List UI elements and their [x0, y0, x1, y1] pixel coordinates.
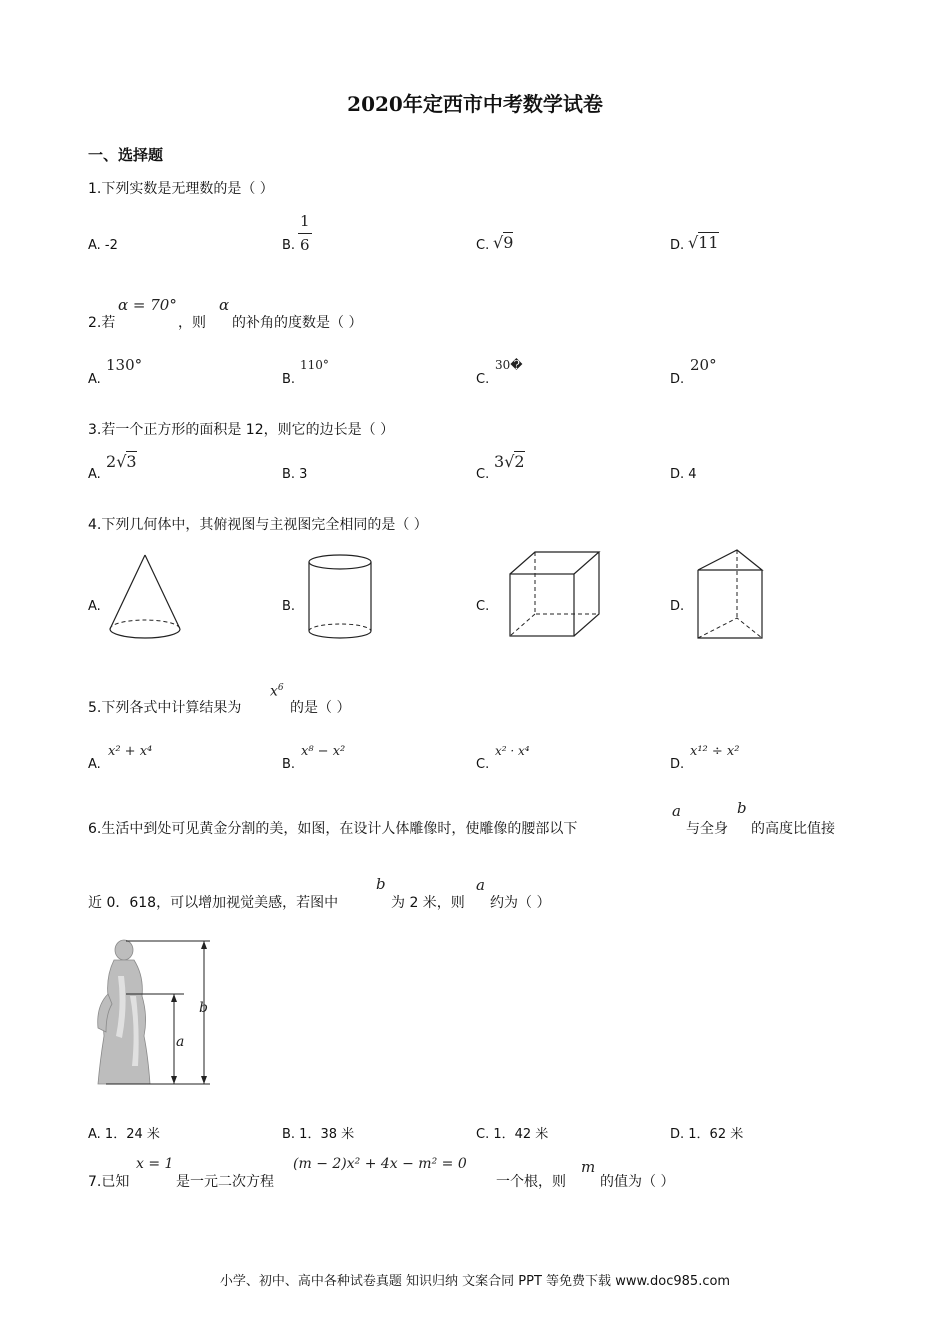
q2-alpha: α	[219, 296, 230, 314]
q5-option-a-expr: x² + x⁴	[108, 744, 153, 759]
question-2-mid: ，则	[178, 315, 206, 331]
q3-option-b: B. 3	[282, 467, 308, 482]
page-title: 2020年定西市中考数学试卷	[347, 92, 603, 116]
question-6-line1-b: 与全身	[686, 821, 728, 837]
question-4-text: 4.下列几何体中，其俯视图与主视图完全相同的是（ ）	[88, 517, 428, 533]
q6-var-b: b	[737, 799, 747, 817]
question-7-pre: 7.已知	[88, 1174, 130, 1190]
q3-option-c-label: C.	[476, 467, 490, 482]
q6-option-b: B. 1．38 米	[282, 1127, 355, 1142]
question-2-post: 的补角的度数是（ ）	[232, 315, 363, 331]
q1-option-c-label: C.	[476, 238, 490, 253]
q7-var-m: m	[581, 1158, 596, 1176]
cube-figure	[505, 550, 605, 640]
q5-option-a-label: A.	[88, 757, 101, 772]
q6-option-c: C. 1．42 米	[476, 1127, 549, 1142]
q4-option-a-label: A.	[88, 599, 101, 614]
q5-expr: $x^6$	[270, 683, 284, 700]
triangular-prism-figure	[695, 548, 765, 640]
q6-option-d: D. 1．62 米	[670, 1127, 744, 1142]
q7-equation: (m − 2)x² + 4x − m² = 0	[293, 1156, 467, 1172]
q2-option-b-value: 110°	[300, 358, 329, 372]
q5-option-d-label: D.	[670, 757, 685, 772]
page-footer: 小学、初中、高中各种试卷真题 知识归纳 文案合同 PPT 等免费下载 www.doc985.com	[219, 1274, 731, 1289]
figure-label-a: a	[176, 1034, 185, 1050]
q1-option-b-label: B.	[282, 238, 296, 253]
q2-option-d-value: 20°	[690, 356, 717, 374]
q2-option-d-label: D.	[670, 372, 685, 387]
q1-option-b-denominator: 6	[300, 236, 310, 254]
q7-expr-x: x = 1	[136, 1156, 174, 1172]
question-2-pre: 2.若	[88, 315, 116, 331]
q4-option-d-label: D.	[670, 599, 685, 614]
question-6-line2-c: 约为（ ）	[490, 895, 551, 911]
q3-option-d: D. 4	[670, 467, 697, 482]
question-7-post: 一个根，则	[496, 1174, 566, 1190]
question-6-line2-b: 为 2 米，则	[391, 895, 465, 911]
question-7-end: 的值为（ ）	[600, 1174, 675, 1190]
q2-option-c-label: C.	[476, 372, 490, 387]
q1-option-d-label: D.	[670, 238, 685, 253]
q5-option-c-expr: x² · x⁴	[495, 744, 530, 758]
q3-option-a-label: A.	[88, 467, 101, 482]
question-5-post: 的是（ ）	[290, 700, 351, 716]
question-7-mid: 是一元二次方程	[176, 1174, 274, 1190]
question-1-text: 1.下列实数是无理数的是（ ）	[88, 181, 274, 197]
q4-option-b-label: B.	[282, 599, 296, 614]
q2-option-b-label: B.	[282, 372, 296, 387]
question-6-line1-a: 6.生活中到处可见黄金分割的美，如图，在设计人体雕像时，使雕像的腰部以下	[88, 821, 578, 837]
q5-option-c-label: C.	[476, 757, 490, 772]
question-6-line1-c: 的高度比值接	[751, 821, 835, 837]
q2-option-a-label: A.	[88, 372, 101, 387]
q5-option-b-expr: x⁸ − x²	[301, 744, 346, 759]
cone-figure	[105, 553, 185, 643]
figure-label-b: b	[199, 1000, 208, 1016]
q1-option-c-radical: √9	[493, 233, 514, 252]
q6-var-a: a	[672, 802, 681, 820]
q1-fraction-bar	[298, 233, 312, 234]
q6-option-a: A. 1．24 米	[88, 1127, 160, 1142]
q3-option-a-expr: 2√3	[106, 452, 137, 471]
q2-option-c-value: 30�	[495, 358, 523, 372]
q4-option-c-label: C.	[476, 599, 490, 614]
question-6-line2-a: 近 0．618，可以增加视觉美感，若图中	[88, 895, 339, 911]
question-5-pre: 5.下列各式中计算结果为	[88, 700, 242, 716]
q5-option-d-expr: x¹² ÷ x²	[690, 744, 740, 759]
q3-option-c-expr: 3√2	[494, 452, 525, 471]
q2-option-a-value: 130°	[106, 356, 143, 374]
q5-option-b-label: B.	[282, 757, 296, 772]
question-3-text: 3.若一个正方形的面积是 12，则它的边长是（ ）	[88, 422, 395, 438]
q2-expr-alpha: α = 70°	[118, 296, 177, 314]
q6-line2-var-b: b	[376, 875, 386, 893]
q1-option-a: A. -2	[88, 238, 118, 253]
cylinder-figure	[305, 553, 375, 643]
q6-line2-var-a: a	[476, 876, 485, 894]
q1-option-b-numerator: 1	[300, 212, 310, 230]
q1-option-d-radical: √11	[688, 233, 719, 252]
section-heading: 一、选择题	[88, 146, 164, 164]
